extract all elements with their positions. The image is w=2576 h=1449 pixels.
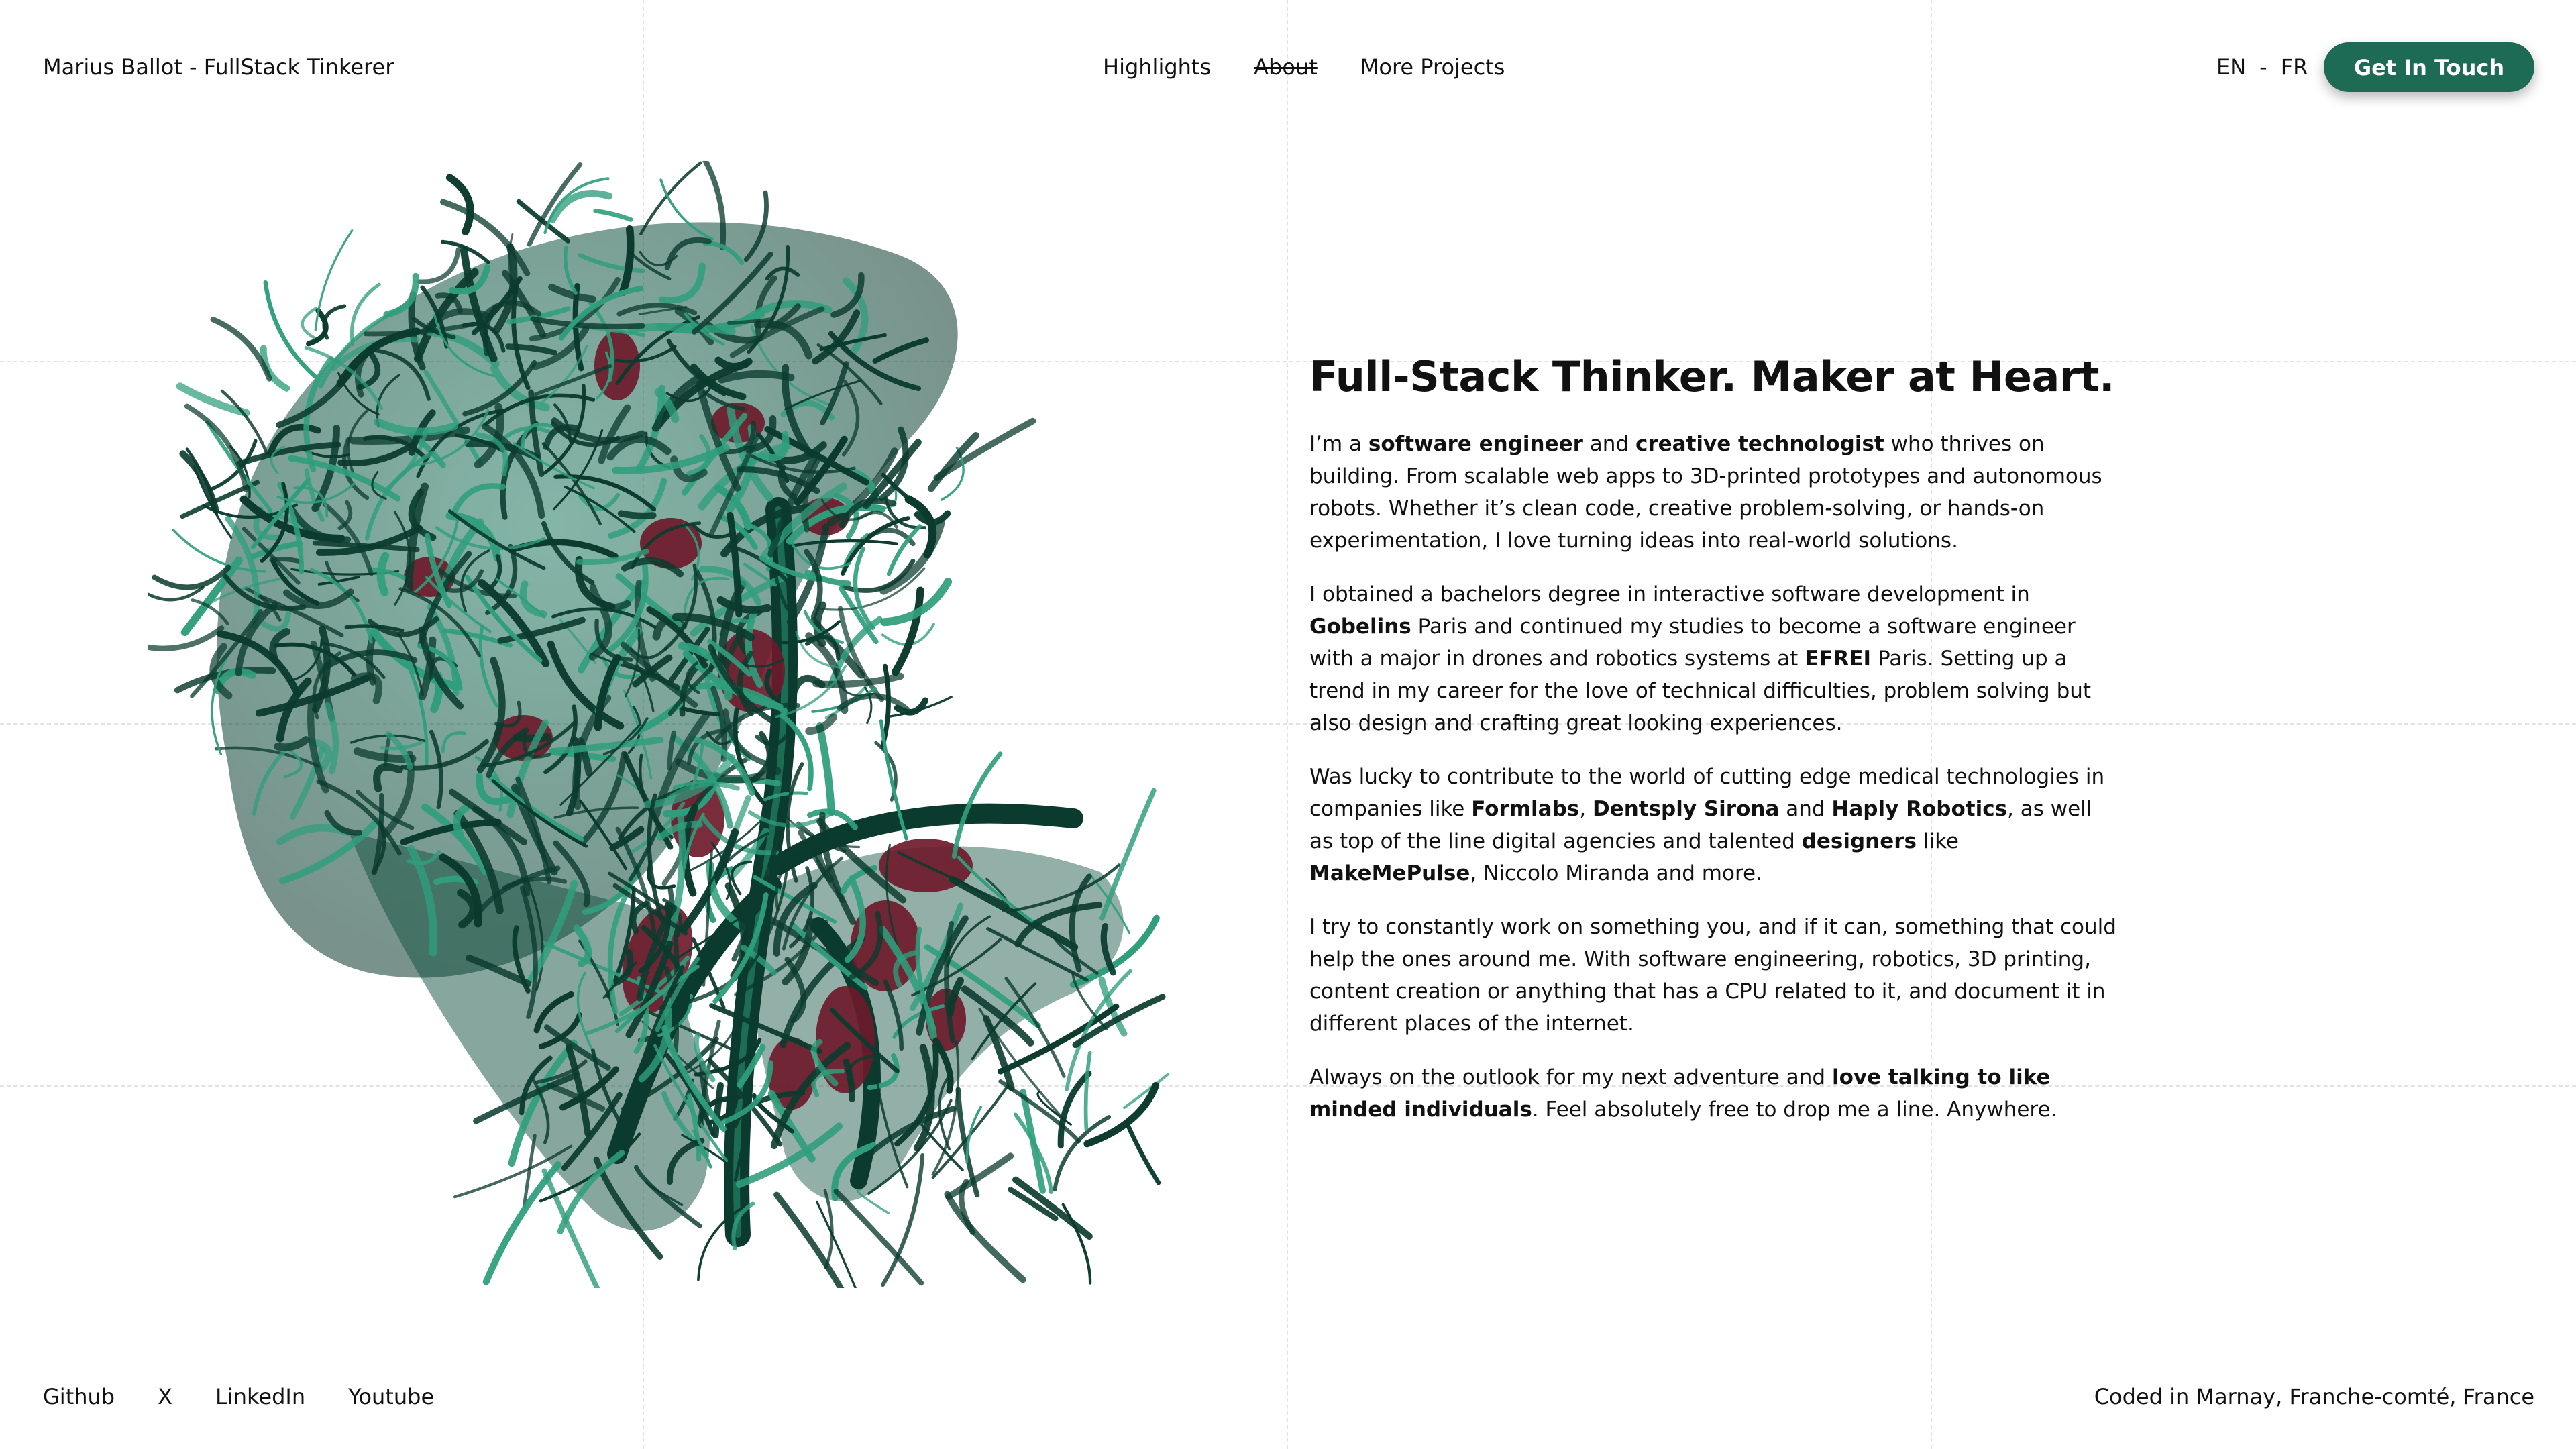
social-x[interactable]: X bbox=[158, 1384, 173, 1409]
social-links bbox=[43, 1382, 434, 1411]
get-in-touch-button[interactable]: Get In Touch bbox=[2324, 42, 2534, 92]
lang-fr[interactable]: FR bbox=[2280, 54, 2308, 80]
language-switcher bbox=[2216, 52, 2308, 82]
text: and bbox=[1779, 797, 1832, 821]
nav-more-projects[interactable]: More Projects bbox=[1360, 54, 1505, 80]
main-nav bbox=[1103, 52, 1505, 82]
lang-separator: - bbox=[2259, 54, 2267, 80]
highlight: love talking to like minded individuals bbox=[1309, 1065, 2051, 1122]
text: who thrives on building. From scalable web apps to 3D-printed prototypes and autonomous robots. Whether it’s clean code, creative problem-solving, or hands-on experimentation, I love turning ideas into real-world solutions. bbox=[1309, 432, 2102, 553]
text: Paris. Setting up a trend in my career for the love of technical difficulties, problem solving but also design and crafting great looking experiences. bbox=[1309, 647, 2092, 735]
highlight: Dentsply Sirona bbox=[1592, 797, 1780, 821]
text: , Niccolo Miranda and more. bbox=[1470, 861, 1762, 885]
grid-line-vertical bbox=[1287, 0, 1288, 1449]
about-paragraph: I try to constantly work on something you, and if it can, something that could help the ones around me. With software engineering, robotics, 3D printing, content creation or anything that has a CPU related to it, and document it in different places of the internet. bbox=[1309, 915, 2116, 1036]
about-title: Full-Stack Thinker. Maker at Heart. bbox=[1309, 352, 2115, 401]
highlight: EFREI bbox=[1805, 647, 1872, 671]
highlight: Haply Robotics bbox=[1831, 797, 2008, 821]
nav-highlights[interactable]: Highlights bbox=[1103, 54, 1212, 80]
about-section bbox=[1309, 349, 2121, 1147]
text: I obtained a bachelors degree in interactive software development in bbox=[1309, 582, 2030, 606]
nav-about[interactable]: About bbox=[1254, 54, 1318, 80]
text: , as well as top of the line digital agencies and talented bbox=[1309, 797, 2092, 853]
text: Always on the outlook for my next adventure and bbox=[1309, 1065, 1832, 1089]
brand-link[interactable]: Marius Ballot - FullStack Tinkerer bbox=[43, 54, 394, 80]
location-credit: Coded in Marnay, Franche-comté, France bbox=[2094, 1384, 2534, 1409]
about-paragraph bbox=[1309, 578, 2121, 739]
text: I’m a bbox=[1309, 432, 1368, 456]
text: like bbox=[1917, 829, 1959, 853]
social-youtube[interactable]: Youtube bbox=[348, 1384, 435, 1409]
highlight: software engineer bbox=[1368, 432, 1583, 456]
about-paragraph bbox=[1309, 761, 2121, 890]
highlight: MakeMePulse bbox=[1309, 861, 1470, 885]
social-linkedin[interactable]: LinkedIn bbox=[215, 1384, 306, 1409]
about-paragraph bbox=[1309, 1061, 2121, 1126]
social-github[interactable]: Github bbox=[43, 1384, 115, 1409]
text: Paris and continued my studies to become a software engineer with a major in drones and robotics systems at bbox=[1309, 614, 2076, 671]
lang-en[interactable]: EN bbox=[2216, 54, 2247, 80]
text: Was lucky to contribute to the world of cutting edge medical technologies in companies like bbox=[1309, 765, 2105, 821]
highlight: creative technologist bbox=[1635, 432, 1884, 456]
highlight: Gobelins bbox=[1309, 614, 1411, 639]
tree-sculpture-art bbox=[148, 161, 1234, 1288]
text: , bbox=[1579, 797, 1593, 821]
highlight: Formlabs bbox=[1471, 797, 1580, 821]
text: . Feel absolutely free to drop me a line. Anywhere. bbox=[1532, 1097, 2057, 1122]
highlight: designers bbox=[1801, 829, 1917, 853]
text: and bbox=[1582, 432, 1635, 456]
about-paragraph bbox=[1309, 428, 2121, 557]
